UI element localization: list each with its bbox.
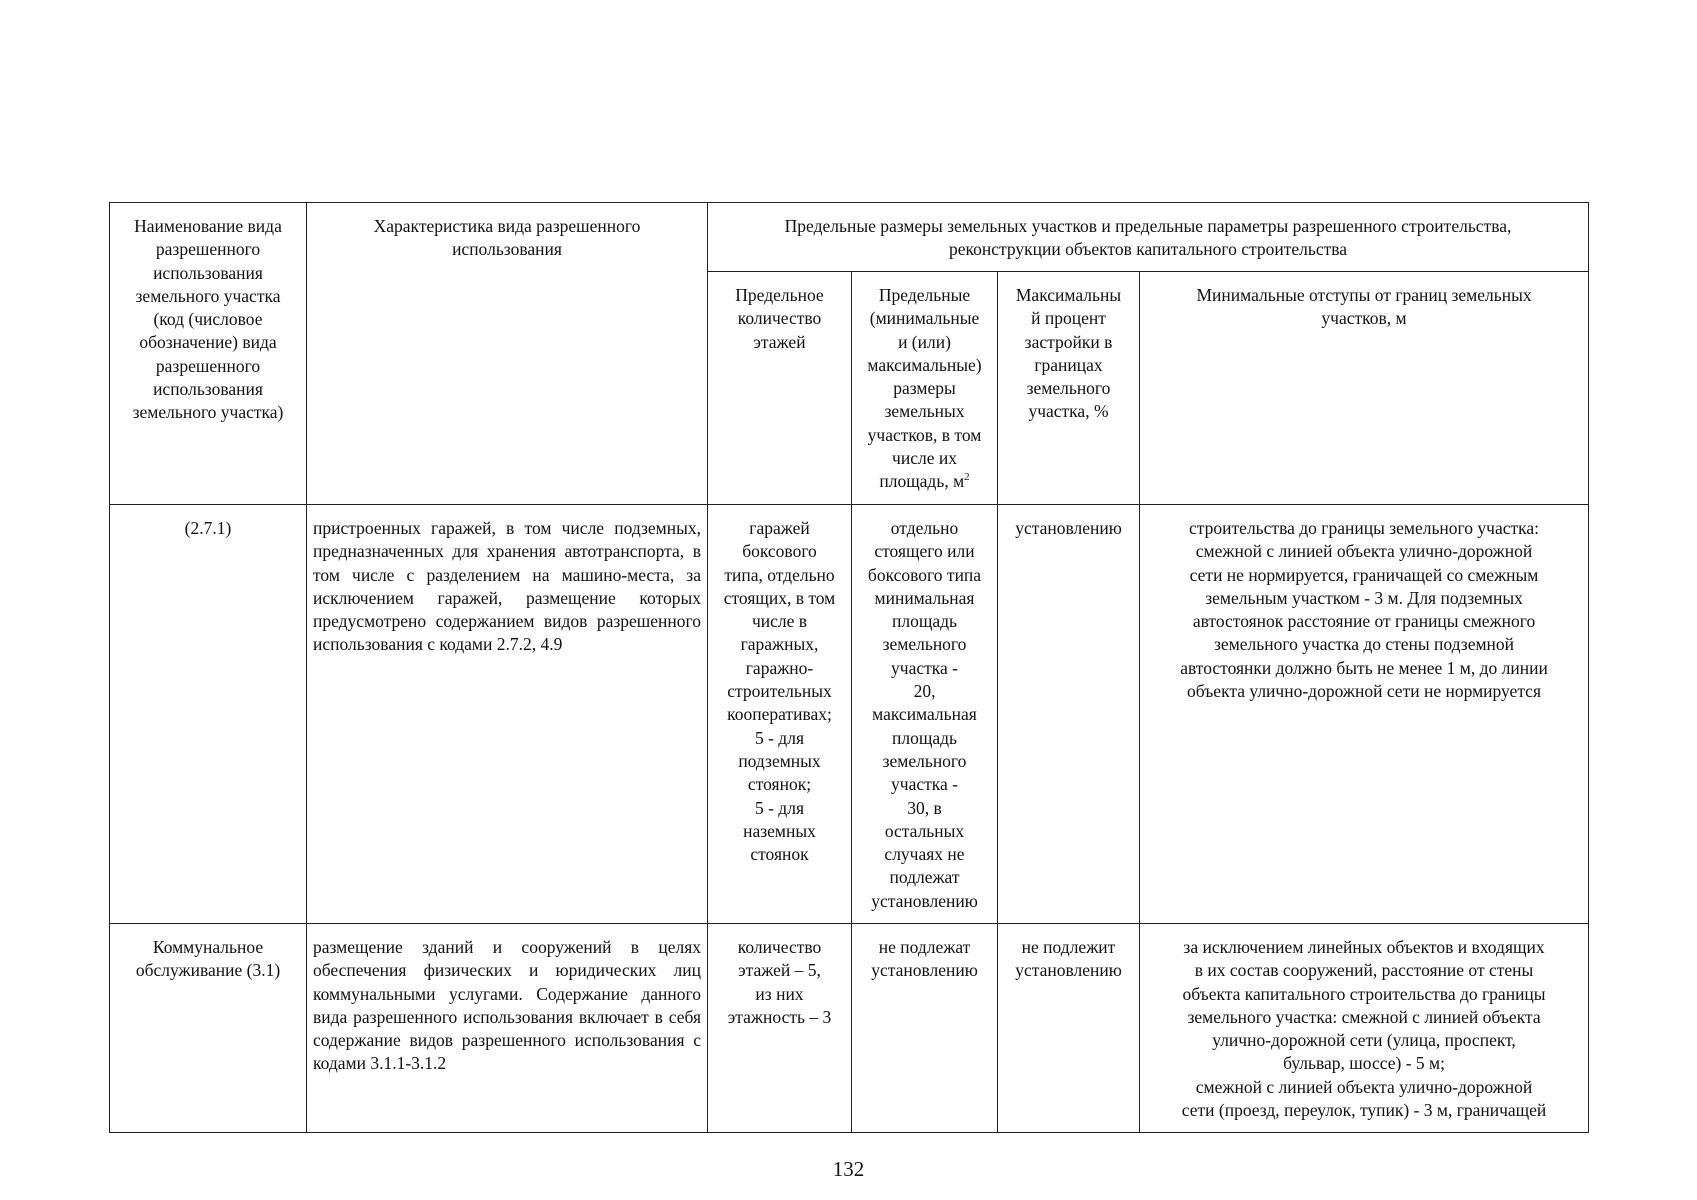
cell-land-use-name: (2.7.1): [110, 505, 307, 924]
header-limits-group: Предельные размеры земельных участков и предельные параметры разрешенного строительства, реконструкции объектов капитального строительства: [708, 203, 1589, 272]
table-row: [110, 505, 1589, 924]
table-row: [110, 924, 1589, 1133]
page-number: 132: [832, 1157, 865, 1181]
cell-max-coverage-percent: установлению: [998, 505, 1140, 924]
cell-max-coverage-percent: не подлежит установлению: [998, 924, 1140, 1133]
header-land-use-description: Характеристика вида разрешенного использования: [307, 203, 708, 505]
header-max-coverage-percent: Максимальны й процент застройки в границах земельного участка, %: [998, 272, 1140, 505]
land-use-regulations-table: [109, 202, 1589, 1133]
cell-plot-sizes: не подлежат установлению: [852, 924, 998, 1133]
header-plot-sizes-superscript: 2: [964, 471, 970, 484]
cell-land-use-description: пристроенных гаражей, в том числе подземных, предназначенных для хранения автотранспорта, в том числе с разделением на машино-места, за исключением гаражей, размещение которых предусмотрено содержанием видов разрешенного использования с кодами 2.7.2, 4.9: [307, 505, 708, 924]
cell-land-use-name: Коммунальное обслуживание (3.1): [110, 924, 307, 1133]
header-land-use-name: Наименование вида разрешенного использования земельного участка (код (числовое обозначение) вида разрешенного использования земельного участка): [110, 203, 307, 505]
header-min-setbacks: Минимальные отступы от границ земельных участков, м: [1140, 272, 1589, 505]
cell-min-setbacks: строительства до границы земельного участка: смежной с линией объекта улично-дорожной сети не нормируется, граничащей со смежным земельным участком - 3 м. Для подземных автостоянок расстояние от границы смежного земельного участка до стены подземной автостоянки должно быть не менее 1 м, до линии объекта улично-дорожной сети не нормируется: [1140, 505, 1589, 924]
cell-min-setbacks: за исключением линейных объектов и входящих в их состав сооружений, расстояние от стены объекта капитального строительства до границы земельного участка: смежной с линией объекта улично-дорожной сети (улица, проспект, бульвар, шоссе) - 5 м; смежной с линией объекта улично-дорожной сети (проезд, переулок, тупик) - 3 м, граничащей: [1140, 924, 1589, 1133]
cell-land-use-description: размещение зданий и сооружений в целях обеспечения физических и юридических лиц коммунальными услугами. Содержание данного вида разрешенного использования включает в себя содержание видов разрешенного использования с кодами 3.1.1-3.1.2: [307, 924, 708, 1133]
cell-max-floors: гаражей боксового типа, отдельно стоящих, в том числе в гаражных, гаражно- строительных кооперативах; 5 - для подземных стоянок; 5 - для наземных стоянок: [708, 505, 852, 924]
header-plot-sizes: [852, 272, 998, 505]
cell-max-floors: количество этажей – 5, из них этажность – 3: [708, 924, 852, 1133]
header-plot-sizes-text: Предельные (минимальные и (или) максимальные) размеры земельных участков, в том числе их площадь, м: [867, 285, 982, 492]
header-max-floors: Предельное количество этажей: [708, 272, 852, 505]
cell-plot-sizes: отдельно стоящего или боксового типа минимальная площадь земельного участка - 20, максимальная площадь земельного участка - 30, в остальных случаях не подлежат установлению: [852, 505, 998, 924]
table-header-row: [110, 203, 1589, 272]
